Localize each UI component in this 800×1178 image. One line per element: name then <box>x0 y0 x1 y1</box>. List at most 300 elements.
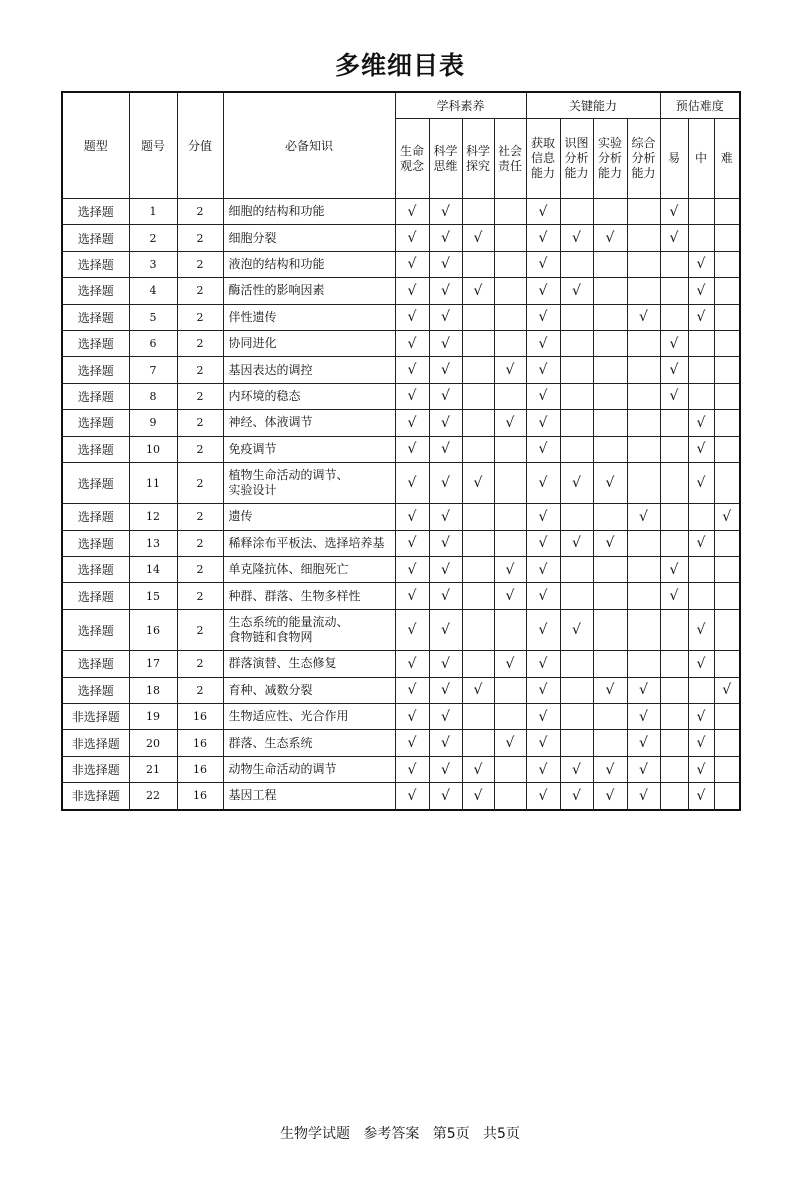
empty-cell <box>660 704 688 730</box>
check-mark: √ <box>688 730 714 756</box>
check-mark: √ <box>429 383 462 409</box>
empty-cell <box>593 730 627 756</box>
empty-cell <box>714 651 740 677</box>
empty-cell <box>560 436 593 462</box>
empty-cell <box>462 330 494 356</box>
check-mark: √ <box>494 410 526 436</box>
check-mark: √ <box>660 557 688 583</box>
check-mark: √ <box>627 730 660 756</box>
empty-cell <box>593 504 627 530</box>
question-number-cell: 1 <box>129 199 177 225</box>
question-number-cell: 9 <box>129 410 177 436</box>
empty-cell <box>593 251 627 277</box>
subheader-cell: 中 <box>688 119 714 199</box>
empty-cell <box>627 530 660 556</box>
empty-cell <box>462 583 494 609</box>
empty-cell <box>462 557 494 583</box>
table-row <box>62 609 740 650</box>
page-title: 多维细目表 <box>334 51 465 80</box>
question-number-cell: 7 <box>129 357 177 383</box>
question-type-cell: 选择题 <box>62 504 129 530</box>
subheader-cell: 实验 分析 能力 <box>593 119 627 199</box>
check-mark: √ <box>688 783 714 810</box>
subheader-cell: 生命 观念 <box>395 119 429 199</box>
subheader-cell: 综合 分析 能力 <box>627 119 660 199</box>
empty-cell <box>560 383 593 409</box>
score-cell: 16 <box>177 704 223 730</box>
empty-cell <box>627 357 660 383</box>
empty-cell <box>714 704 740 730</box>
check-mark: √ <box>526 557 560 583</box>
question-type-cell: 选择题 <box>62 383 129 409</box>
question-number-cell: 22 <box>129 783 177 810</box>
empty-cell <box>688 383 714 409</box>
empty-cell <box>593 278 627 304</box>
empty-cell <box>593 410 627 436</box>
check-mark: √ <box>429 357 462 383</box>
score-cell: 2 <box>177 583 223 609</box>
table-row <box>62 436 740 462</box>
score-cell: 2 <box>177 530 223 556</box>
check-mark: √ <box>395 304 429 330</box>
check-mark: √ <box>526 583 560 609</box>
check-mark: √ <box>593 462 627 503</box>
header-number: 题号 <box>129 92 177 199</box>
check-mark: √ <box>395 557 429 583</box>
empty-cell <box>688 557 714 583</box>
check-mark: √ <box>627 677 660 703</box>
empty-cell <box>560 410 593 436</box>
empty-cell <box>462 199 494 225</box>
empty-cell <box>714 557 740 583</box>
question-type-cell: 非选择题 <box>62 783 129 810</box>
subheader-cell: 科学 思维 <box>429 119 462 199</box>
check-mark: √ <box>593 756 627 782</box>
empty-cell <box>494 530 526 556</box>
empty-cell <box>494 383 526 409</box>
question-number-cell: 2 <box>129 225 177 251</box>
knowledge-cell: 生物适应性、光合作用 <box>223 704 395 730</box>
empty-cell <box>714 357 740 383</box>
empty-cell <box>494 677 526 703</box>
empty-cell <box>593 704 627 730</box>
subheader-cell: 识图 分析 能力 <box>560 119 593 199</box>
empty-cell <box>660 410 688 436</box>
table-row <box>62 251 740 277</box>
score-cell: 2 <box>177 557 223 583</box>
question-type-cell: 选择题 <box>62 677 129 703</box>
knowledge-cell: 内环境的稳态 <box>223 383 395 409</box>
question-number-cell: 10 <box>129 436 177 462</box>
empty-cell <box>688 199 714 225</box>
empty-cell <box>593 651 627 677</box>
check-mark: √ <box>395 330 429 356</box>
score-cell: 2 <box>177 383 223 409</box>
check-mark: √ <box>526 704 560 730</box>
empty-cell <box>627 462 660 503</box>
empty-cell <box>627 583 660 609</box>
empty-cell <box>660 783 688 810</box>
empty-cell <box>688 677 714 703</box>
check-mark: √ <box>462 278 494 304</box>
score-cell: 2 <box>177 199 223 225</box>
empty-cell <box>494 330 526 356</box>
empty-cell <box>462 651 494 677</box>
table-row <box>62 730 740 756</box>
empty-cell <box>660 278 688 304</box>
subheader-cell: 易 <box>660 119 688 199</box>
check-mark: √ <box>429 330 462 356</box>
question-type-cell: 选择题 <box>62 330 129 356</box>
knowledge-cell: 酶活性的影响因素 <box>223 278 395 304</box>
check-mark: √ <box>688 251 714 277</box>
check-mark: √ <box>526 677 560 703</box>
knowledge-cell: 神经、体液调节 <box>223 410 395 436</box>
question-number-cell: 8 <box>129 383 177 409</box>
check-mark: √ <box>395 609 429 650</box>
question-number-cell: 20 <box>129 730 177 756</box>
subheader-cell: 科学 探究 <box>462 119 494 199</box>
empty-cell <box>627 609 660 650</box>
check-mark: √ <box>560 756 593 782</box>
header-type: 题型 <box>62 92 129 199</box>
check-mark: √ <box>429 251 462 277</box>
knowledge-cell: 种群、群落、生物多样性 <box>223 583 395 609</box>
empty-cell <box>494 278 526 304</box>
check-mark: √ <box>429 225 462 251</box>
empty-cell <box>714 583 740 609</box>
check-mark: √ <box>660 330 688 356</box>
header-score: 分值 <box>177 92 223 199</box>
check-mark: √ <box>395 410 429 436</box>
check-mark: √ <box>429 677 462 703</box>
check-mark: √ <box>627 756 660 782</box>
question-type-cell: 选择题 <box>62 199 129 225</box>
check-mark: √ <box>395 756 429 782</box>
empty-cell <box>494 609 526 650</box>
empty-cell <box>627 225 660 251</box>
knowledge-cell: 细胞的结构和功能 <box>223 199 395 225</box>
empty-cell <box>714 530 740 556</box>
empty-cell <box>593 436 627 462</box>
empty-cell <box>494 756 526 782</box>
check-mark: √ <box>526 436 560 462</box>
check-mark: √ <box>560 225 593 251</box>
empty-cell <box>560 251 593 277</box>
empty-cell <box>462 530 494 556</box>
empty-cell <box>627 557 660 583</box>
empty-cell <box>627 383 660 409</box>
empty-cell <box>714 609 740 650</box>
check-mark: √ <box>395 436 429 462</box>
empty-cell <box>560 557 593 583</box>
question-number-cell: 4 <box>129 278 177 304</box>
question-type-cell: 选择题 <box>62 357 129 383</box>
question-number-cell: 16 <box>129 609 177 650</box>
score-cell: 2 <box>177 330 223 356</box>
check-mark: √ <box>714 677 740 703</box>
question-type-cell: 选择题 <box>62 609 129 650</box>
score-cell: 2 <box>177 677 223 703</box>
question-number-cell: 3 <box>129 251 177 277</box>
knowledge-cell: 群落演替、生态修复 <box>223 651 395 677</box>
check-mark: √ <box>688 304 714 330</box>
empty-cell <box>714 436 740 462</box>
check-mark: √ <box>429 730 462 756</box>
table-row <box>62 410 740 436</box>
question-type-cell: 选择题 <box>62 583 129 609</box>
check-mark: √ <box>494 730 526 756</box>
check-mark: √ <box>462 225 494 251</box>
check-mark: √ <box>429 436 462 462</box>
empty-cell <box>462 251 494 277</box>
empty-cell <box>714 383 740 409</box>
empty-cell <box>714 783 740 810</box>
check-mark: √ <box>429 651 462 677</box>
empty-cell <box>714 304 740 330</box>
empty-cell <box>627 330 660 356</box>
header-group-literacy: 学科素养 <box>395 92 526 119</box>
check-mark: √ <box>688 756 714 782</box>
empty-cell <box>494 304 526 330</box>
knowledge-cell: 协同进化 <box>223 330 395 356</box>
empty-cell <box>660 436 688 462</box>
question-number-cell: 6 <box>129 330 177 356</box>
empty-cell <box>494 504 526 530</box>
check-mark: √ <box>395 583 429 609</box>
check-mark: √ <box>627 504 660 530</box>
empty-cell <box>688 504 714 530</box>
empty-cell <box>462 410 494 436</box>
check-mark: √ <box>688 609 714 650</box>
empty-cell <box>462 730 494 756</box>
question-type-cell: 选择题 <box>62 651 129 677</box>
check-mark: √ <box>688 530 714 556</box>
check-mark: √ <box>395 704 429 730</box>
check-mark: √ <box>395 383 429 409</box>
table-row <box>62 304 740 330</box>
question-number-cell: 15 <box>129 583 177 609</box>
empty-cell <box>714 330 740 356</box>
empty-cell <box>560 504 593 530</box>
check-mark: √ <box>395 651 429 677</box>
empty-cell <box>494 783 526 810</box>
check-mark: √ <box>526 357 560 383</box>
question-number-cell: 12 <box>129 504 177 530</box>
empty-cell <box>560 583 593 609</box>
score-cell: 2 <box>177 251 223 277</box>
check-mark: √ <box>494 357 526 383</box>
check-mark: √ <box>395 357 429 383</box>
empty-cell <box>660 462 688 503</box>
table-row <box>62 278 740 304</box>
empty-cell <box>660 251 688 277</box>
question-number-cell: 11 <box>129 462 177 503</box>
check-mark: √ <box>526 304 560 330</box>
empty-cell <box>714 410 740 436</box>
empty-cell <box>714 225 740 251</box>
empty-cell <box>560 304 593 330</box>
empty-cell <box>462 357 494 383</box>
check-mark: √ <box>462 462 494 503</box>
empty-cell <box>593 583 627 609</box>
question-type-cell: 选择题 <box>62 278 129 304</box>
question-number-cell: 17 <box>129 651 177 677</box>
check-mark: √ <box>627 704 660 730</box>
table-header <box>62 92 740 199</box>
check-mark: √ <box>462 783 494 810</box>
empty-cell <box>714 462 740 503</box>
check-mark: √ <box>688 651 714 677</box>
question-number-cell: 5 <box>129 304 177 330</box>
check-mark: √ <box>462 677 494 703</box>
question-type-cell: 非选择题 <box>62 756 129 782</box>
check-mark: √ <box>429 756 462 782</box>
header-knowledge: 必备知识 <box>223 92 395 199</box>
empty-cell <box>660 677 688 703</box>
question-number-cell: 14 <box>129 557 177 583</box>
empty-cell <box>560 199 593 225</box>
score-cell: 2 <box>177 609 223 650</box>
check-mark: √ <box>526 609 560 650</box>
empty-cell <box>560 677 593 703</box>
check-mark: √ <box>429 462 462 503</box>
knowledge-cell: 育种、减数分裂 <box>223 677 395 703</box>
table-row <box>62 383 740 409</box>
table-row <box>62 330 740 356</box>
empty-cell <box>593 330 627 356</box>
empty-cell <box>660 756 688 782</box>
check-mark: √ <box>395 730 429 756</box>
empty-cell <box>688 357 714 383</box>
header-group-difficulty: 预估难度 <box>660 92 740 119</box>
check-mark: √ <box>593 225 627 251</box>
knowledge-cell: 稀释涂布平板法、选择培养基 <box>223 530 395 556</box>
question-type-cell: 非选择题 <box>62 730 129 756</box>
empty-cell <box>593 557 627 583</box>
empty-cell <box>688 225 714 251</box>
empty-cell <box>660 651 688 677</box>
knowledge-cell: 生态系统的能量流动、 食物链和食物网 <box>223 609 395 650</box>
table-row <box>62 199 740 225</box>
check-mark: √ <box>627 304 660 330</box>
empty-cell <box>462 704 494 730</box>
check-mark: √ <box>429 199 462 225</box>
check-mark: √ <box>526 410 560 436</box>
check-mark: √ <box>429 304 462 330</box>
check-mark: √ <box>429 704 462 730</box>
empty-cell <box>462 436 494 462</box>
empty-cell <box>627 278 660 304</box>
check-mark: √ <box>593 783 627 810</box>
subheader-cell: 难 <box>714 119 740 199</box>
empty-cell <box>494 251 526 277</box>
empty-cell <box>714 251 740 277</box>
check-mark: √ <box>429 583 462 609</box>
empty-cell <box>560 730 593 756</box>
empty-cell <box>593 199 627 225</box>
empty-cell <box>560 704 593 730</box>
check-mark: √ <box>688 704 714 730</box>
empty-cell <box>494 199 526 225</box>
empty-cell <box>660 304 688 330</box>
check-mark: √ <box>429 504 462 530</box>
table-row <box>62 651 740 677</box>
subheader-cell: 社会 责任 <box>494 119 526 199</box>
question-type-cell: 选择题 <box>62 225 129 251</box>
knowledge-cell: 细胞分裂 <box>223 225 395 251</box>
check-mark: √ <box>395 677 429 703</box>
check-mark: √ <box>593 530 627 556</box>
check-mark: √ <box>526 251 560 277</box>
empty-cell <box>462 504 494 530</box>
empty-cell <box>593 357 627 383</box>
empty-cell <box>627 251 660 277</box>
empty-cell <box>593 609 627 650</box>
empty-cell <box>462 304 494 330</box>
table-row <box>62 357 740 383</box>
check-mark: √ <box>526 783 560 810</box>
check-mark: √ <box>526 278 560 304</box>
check-mark: √ <box>429 609 462 650</box>
question-number-cell: 21 <box>129 756 177 782</box>
check-mark: √ <box>429 530 462 556</box>
empty-cell <box>560 330 593 356</box>
empty-cell <box>714 756 740 782</box>
question-type-cell: 选择题 <box>62 530 129 556</box>
check-mark: √ <box>395 199 429 225</box>
knowledge-cell: 遗传 <box>223 504 395 530</box>
question-type-cell: 选择题 <box>62 436 129 462</box>
check-mark: √ <box>688 410 714 436</box>
knowledge-cell: 动物生命活动的调节 <box>223 756 395 782</box>
empty-cell <box>660 530 688 556</box>
check-mark: √ <box>627 783 660 810</box>
question-number-cell: 19 <box>129 704 177 730</box>
check-mark: √ <box>560 462 593 503</box>
table-row <box>62 462 740 503</box>
empty-cell <box>627 199 660 225</box>
score-cell: 2 <box>177 278 223 304</box>
score-cell: 2 <box>177 436 223 462</box>
check-mark: √ <box>660 225 688 251</box>
check-mark: √ <box>660 357 688 383</box>
empty-cell <box>560 651 593 677</box>
empty-cell <box>714 278 740 304</box>
check-mark: √ <box>560 609 593 650</box>
empty-cell <box>627 410 660 436</box>
table-row <box>62 504 740 530</box>
knowledge-cell: 单克隆抗体、细胞死亡 <box>223 557 395 583</box>
check-mark: √ <box>560 783 593 810</box>
table-row <box>62 583 740 609</box>
check-mark: √ <box>688 278 714 304</box>
check-mark: √ <box>429 783 462 810</box>
score-cell: 16 <box>177 730 223 756</box>
check-mark: √ <box>395 504 429 530</box>
empty-cell <box>593 383 627 409</box>
check-mark: √ <box>494 583 526 609</box>
check-mark: √ <box>462 756 494 782</box>
check-mark: √ <box>560 530 593 556</box>
question-type-cell: 选择题 <box>62 557 129 583</box>
check-mark: √ <box>526 383 560 409</box>
empty-cell <box>660 730 688 756</box>
table-body <box>62 199 740 810</box>
check-mark: √ <box>494 651 526 677</box>
table-row <box>62 530 740 556</box>
empty-cell <box>494 462 526 503</box>
